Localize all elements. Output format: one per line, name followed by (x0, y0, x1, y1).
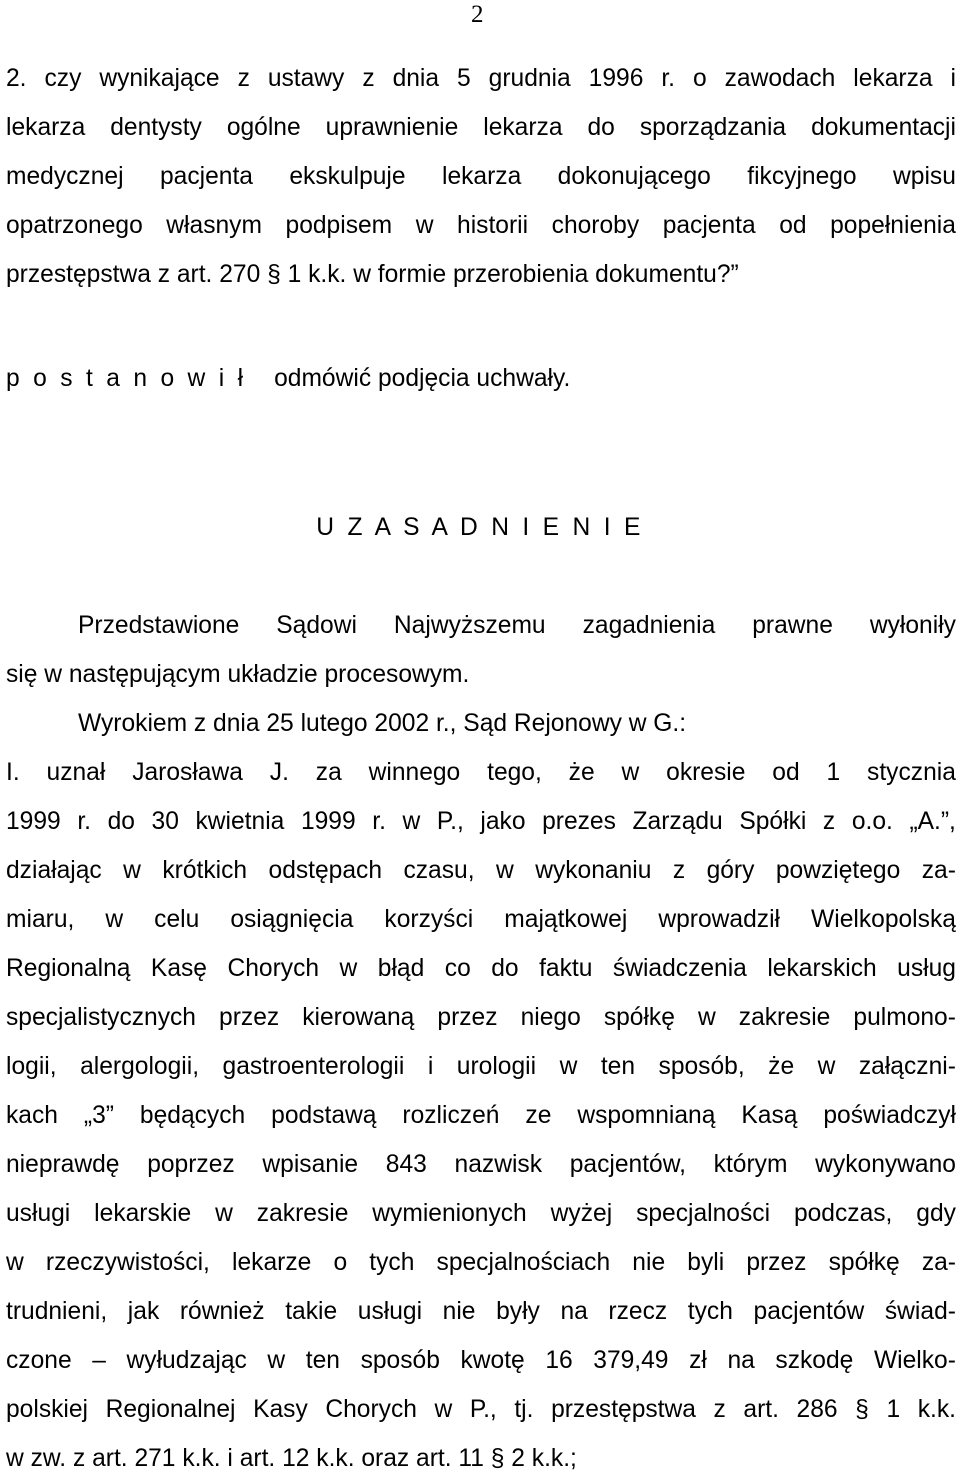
word: ustawy (267, 65, 345, 92)
word: nieprawdę (6, 1151, 120, 1178)
word: tego, (487, 759, 542, 786)
word: lekarza (853, 65, 933, 92)
text-line (6, 944, 956, 993)
word: zakresie (256, 1200, 349, 1227)
word: jako (480, 808, 526, 835)
word: popełnienia (830, 212, 956, 239)
word: 16 (545, 1347, 573, 1374)
word: wynikające (99, 65, 220, 92)
word: wyżej (550, 1200, 613, 1227)
word: urologii (456, 1053, 537, 1080)
word: uznał (46, 759, 106, 786)
text-line (6, 1042, 956, 1091)
word: wpisanie (262, 1151, 359, 1178)
word: Regionalnej (105, 1396, 236, 1423)
word: specjalności (636, 1200, 771, 1227)
word: art. (743, 1396, 779, 1423)
word: błąd (377, 955, 425, 982)
word: świad- (884, 1298, 956, 1325)
word: 1 (886, 1396, 901, 1423)
word: powziętego (775, 857, 901, 884)
text-line (6, 152, 956, 201)
word: w (817, 1053, 836, 1080)
word: k.k. (917, 1396, 956, 1423)
word: którym (713, 1151, 788, 1178)
text-line (6, 1336, 956, 1385)
word: Jarosława (132, 759, 243, 786)
word: medycznej (6, 163, 124, 190)
text-line (6, 1238, 956, 1287)
body-paragraph (6, 601, 956, 1483)
word: w (415, 212, 434, 239)
word: podczas, (793, 1200, 893, 1227)
word: usługi (6, 1200, 71, 1227)
word: w (697, 1004, 716, 1031)
word: zawodach (724, 65, 836, 92)
text-line (6, 1091, 956, 1140)
word: przez (219, 1004, 280, 1031)
word: okresie (666, 759, 746, 786)
word: z (237, 65, 250, 92)
word: w (402, 808, 421, 835)
word: dentysty (110, 114, 202, 141)
word: trudnieni, (6, 1298, 108, 1325)
text-line (6, 601, 956, 650)
word: dnia (392, 65, 440, 92)
word: szkodę (775, 1347, 854, 1374)
word: r. (77, 808, 91, 835)
word: przestępstwa (551, 1396, 696, 1423)
word: spółkę (828, 1249, 900, 1276)
word: o.o. (851, 808, 893, 835)
word: były (496, 1298, 540, 1325)
word: przez (746, 1249, 807, 1276)
section-heading: U Z A S A D N I E N I E (316, 514, 644, 541)
word: osiągnięcia (230, 906, 354, 933)
word: 843 (385, 1151, 427, 1178)
verdict-line: Wyrokiem z dnia 25 lutego 2002 r., Sąd Rejonowy w G.: (78, 710, 687, 737)
word: poprzez (147, 1151, 235, 1178)
word: takie (285, 1298, 338, 1325)
word: że (568, 759, 595, 786)
word: Najwyższemu (393, 612, 546, 639)
word: rzeczywistości, (45, 1249, 210, 1276)
word: byli (687, 1249, 725, 1276)
word: specjalnościach (436, 1249, 611, 1276)
word: jak (127, 1298, 160, 1325)
text-line (6, 846, 956, 895)
word: do (587, 114, 615, 141)
word: Kasę (150, 955, 207, 982)
word: pacjenta (662, 212, 756, 239)
text-line: w zw. z art. 271 k.k. i art. 12 k.k. oraz art. 11 § 2 k.k.; (6, 1445, 577, 1472)
word: lekarze (232, 1249, 312, 1276)
word: wyłoniły (869, 612, 956, 639)
word: tj. (514, 1396, 534, 1423)
word: nie (442, 1298, 476, 1325)
word: 286 (796, 1396, 838, 1423)
word: zakresie (738, 1004, 831, 1031)
word: „3” (83, 1102, 114, 1129)
word: nie (632, 1249, 666, 1276)
word: Kasy (253, 1396, 308, 1423)
word: również (179, 1298, 265, 1325)
word: pacjenta (159, 163, 253, 190)
word: w (215, 1200, 233, 1227)
text-line (6, 797, 956, 846)
word: lekarza (441, 163, 522, 190)
word: winnego (368, 759, 461, 786)
word: 30 (151, 808, 179, 835)
word: ogólne (226, 114, 301, 141)
word: ekskulpuje (289, 163, 406, 190)
word: będących (139, 1102, 246, 1129)
word: rozliczeń (402, 1102, 500, 1129)
word: do (107, 808, 135, 835)
word: podpisem (285, 212, 393, 239)
word: wykonaniu (535, 857, 652, 884)
text-line (6, 993, 956, 1042)
word: Chorych (227, 955, 320, 982)
text-line (6, 1385, 956, 1434)
word: 5 (457, 65, 471, 92)
word: góry (706, 857, 755, 884)
word: z (672, 857, 686, 884)
word: z (713, 1396, 726, 1423)
word: za (315, 759, 342, 786)
word: rzecz (608, 1298, 668, 1325)
word: Spółki (739, 808, 807, 835)
word: w (123, 857, 141, 884)
word: w (621, 759, 640, 786)
word: korzyści (384, 906, 474, 933)
word: r. (661, 65, 675, 92)
word: kach (6, 1102, 58, 1129)
word: Sądowi (276, 612, 357, 639)
word: ze (525, 1102, 552, 1129)
word: historii (457, 212, 529, 239)
word: od (772, 759, 800, 786)
word: Wielkopolską (811, 906, 956, 933)
word: § (855, 1396, 869, 1423)
text-line (6, 895, 956, 944)
word: prawne (752, 612, 833, 639)
word: stycznia (867, 759, 956, 786)
word: sporządzania (639, 114, 787, 141)
word: J. (269, 759, 289, 786)
word: do (491, 955, 519, 982)
word: P., (436, 808, 464, 835)
word: majątkowej (504, 906, 628, 933)
page-number: 2 (471, 1, 484, 28)
word: celu (154, 906, 200, 933)
word: I. (6, 759, 20, 786)
word: pulmono- (853, 1004, 956, 1031)
text-line (6, 1140, 956, 1189)
word: Wielko- (873, 1347, 956, 1374)
word: choroby (551, 212, 640, 239)
word: za- (921, 857, 956, 884)
word: w (6, 1249, 24, 1276)
word: lekarza (483, 114, 563, 141)
word: czy (44, 65, 82, 92)
word: opatrzonego (6, 212, 143, 239)
word: Przedstawione (78, 612, 240, 639)
word: P., (469, 1396, 497, 1423)
word: grudnia (488, 65, 571, 92)
text-line (6, 1287, 956, 1336)
word: lekarskich (767, 955, 877, 982)
word: ten (305, 1347, 340, 1374)
word: czone (6, 1347, 72, 1374)
word: własnym (166, 212, 262, 239)
word: niego (520, 1004, 581, 1031)
word: sposób (360, 1347, 440, 1374)
word: wykonywano (815, 1151, 956, 1178)
word: Kasą (741, 1102, 798, 1129)
word: w (339, 955, 358, 982)
word: nazwisk (454, 1151, 543, 1178)
word: świadczenia (612, 955, 747, 982)
word: logii, (6, 1053, 57, 1080)
word: kwotę (460, 1347, 525, 1374)
word: specjalistycznych (6, 1004, 196, 1031)
text-line: się w następującym układzie procesowym. (6, 661, 470, 688)
decision-text: odmówić podjęcia uchwały. (274, 365, 571, 392)
word: za- (921, 1249, 956, 1276)
word: usługi (357, 1298, 423, 1325)
word: gastroenterologii (222, 1053, 405, 1080)
word: spółkę (603, 1004, 675, 1031)
text-line (6, 103, 956, 152)
word: 1999 (300, 808, 356, 835)
text-line (6, 748, 956, 797)
word: Regionalną (6, 955, 131, 982)
word: 1999 (6, 808, 61, 835)
word: zł (689, 1347, 707, 1374)
word: kierowaną (302, 1004, 415, 1031)
word: przez (437, 1004, 498, 1031)
word: czasu, (403, 857, 475, 884)
word: że (768, 1053, 795, 1080)
word: poświadczył (823, 1102, 956, 1129)
word: prezes (542, 808, 616, 835)
word: wyłudzając (126, 1347, 247, 1374)
question-paragraph (6, 54, 956, 299)
word: r. (372, 808, 386, 835)
word: odstępach (268, 857, 383, 884)
word: – (92, 1347, 106, 1374)
word: w (559, 1053, 578, 1080)
word: lekarza (6, 114, 86, 141)
decision-line (6, 354, 956, 403)
word: pacjentów (753, 1298, 865, 1325)
word: Chorych (325, 1396, 417, 1423)
word: uprawnienie (325, 114, 459, 141)
word: w (495, 857, 514, 884)
word: zagadnienia (582, 612, 716, 639)
word: alergologii, (80, 1053, 200, 1080)
word: z (822, 808, 836, 835)
word: faktu (539, 955, 593, 982)
word: na (560, 1298, 588, 1325)
word: miaru, (6, 906, 75, 933)
word: w (105, 906, 124, 933)
word: krótkich (162, 857, 248, 884)
text-line (6, 1189, 956, 1238)
word: tych (369, 1249, 415, 1276)
word: podstawą (271, 1102, 377, 1129)
word: usług (897, 955, 956, 982)
word: działając (6, 857, 102, 884)
word: i (950, 65, 956, 92)
word: 2. (6, 65, 27, 92)
word: 379,49 (593, 1347, 669, 1374)
word: o (333, 1249, 348, 1276)
word: „A.”, (909, 808, 956, 835)
word: z (362, 65, 375, 92)
word: od (779, 212, 807, 239)
word: dokumentacji (811, 114, 956, 141)
text-line: przestępstwa z art. 270 § 1 k.k. w formie przerobienia dokumentu?” (6, 261, 739, 288)
word: lekarskie (94, 1200, 192, 1227)
word: wymienionych (372, 1200, 527, 1227)
word: o (692, 65, 707, 92)
word: pacjentów, (569, 1151, 686, 1178)
text-line (6, 201, 956, 250)
word: i (427, 1053, 434, 1080)
word: gdy (916, 1200, 956, 1227)
word: Zarządu (632, 808, 723, 835)
word: załączni- (858, 1053, 956, 1080)
word: wprowadził (658, 906, 780, 933)
word: kwietnia (195, 808, 285, 835)
word: 1996 (588, 65, 644, 92)
word: ten (600, 1053, 636, 1080)
word: tych (687, 1298, 733, 1325)
word: na (727, 1347, 755, 1374)
word: 1 (826, 759, 841, 786)
word: w (267, 1347, 286, 1374)
text-line (6, 54, 956, 103)
decision-verb: p o s t a n o w i ł (6, 365, 247, 392)
word: co (444, 955, 471, 982)
word: dokonującego (557, 163, 711, 190)
word: wspomnianą (577, 1102, 716, 1129)
word: w (434, 1396, 453, 1423)
word: sposób, (658, 1053, 745, 1080)
word: polskiej (6, 1396, 89, 1423)
word: fikcyjnego (747, 163, 857, 190)
word: wpisu (893, 163, 956, 190)
